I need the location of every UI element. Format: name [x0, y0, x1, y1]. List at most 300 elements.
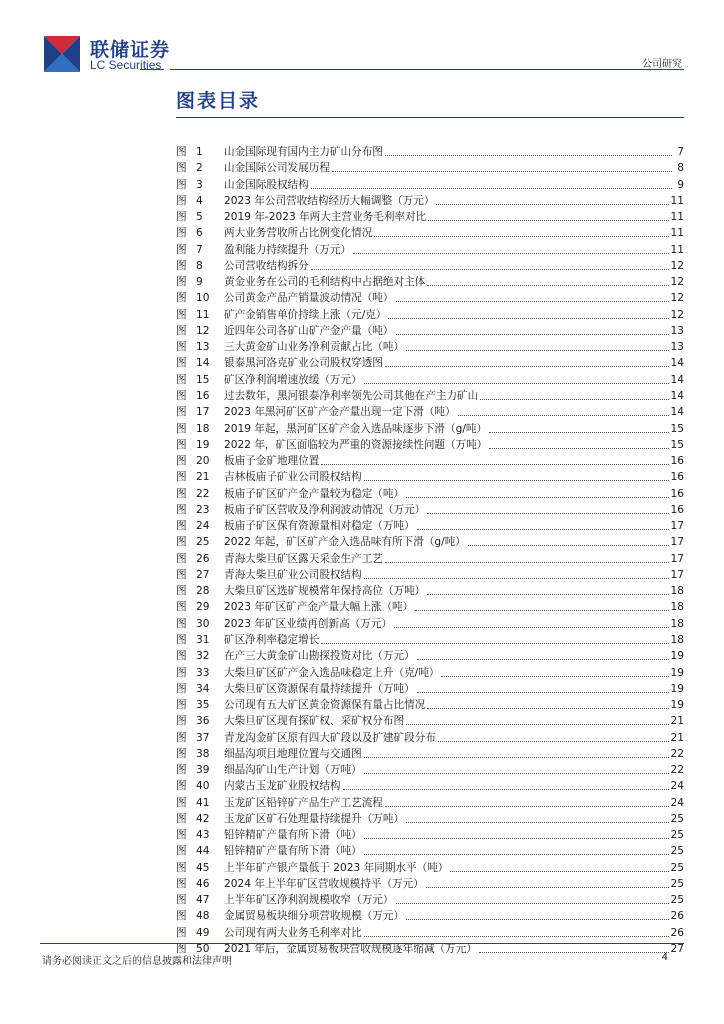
toc-entry-page: 17 — [670, 536, 684, 549]
toc-entry-title: 2023 年黑河矿区矿产金产量出现一定下滑（吨） — [224, 406, 456, 419]
toc-leader-dots — [450, 860, 668, 872]
toc-leader-dots — [406, 713, 668, 725]
toc-entry-page: 16 — [670, 503, 684, 516]
toc-leader-dots — [406, 908, 668, 920]
toc-entry[interactable] — [176, 290, 684, 306]
report-type: 公司研究 — [642, 59, 682, 70]
toc-entry-label: 图 — [176, 845, 187, 858]
toc-entry[interactable] — [176, 892, 684, 908]
toc-entry[interactable] — [176, 421, 684, 437]
toc-entry[interactable] — [176, 242, 684, 258]
toc-entry[interactable] — [176, 177, 684, 193]
toc-entry-page: 24 — [670, 780, 684, 793]
toc-entry-page: 19 — [670, 682, 684, 695]
toc-entry-title: 黄金业务在公司的毛利结构中占据绝对主体 — [224, 276, 426, 289]
toc-entry-label: 图 — [176, 292, 187, 305]
toc-entry-page: 22 — [670, 764, 684, 777]
toc-entry-number: 46 — [196, 877, 210, 890]
toc-entry[interactable] — [176, 486, 684, 502]
toc-entry-page: 24 — [670, 796, 684, 809]
toc-entry-number: 49 — [196, 926, 210, 939]
toc-entry-title: 山金国际公司发展历程 — [224, 162, 330, 175]
toc-entry-title: 青海大柴旦矿业公司股权结构 — [224, 568, 362, 581]
toc-leader-dots — [321, 453, 668, 465]
toc-leader-dots — [343, 778, 669, 790]
toc-leader-dots — [406, 486, 668, 498]
toc-entry-label: 图 — [176, 471, 187, 484]
toc-entry-title: 2022 年，矿区面临较为严重的资源接续性问题（万吨） — [224, 438, 488, 451]
toc-entry-title: 大柴旦矿区选矿规模常年保持高位（万吨） — [224, 585, 426, 598]
toc-entry-label: 图 — [176, 308, 187, 321]
toc-entry-page: 21 — [670, 731, 684, 744]
toc-entry-label: 图 — [176, 715, 187, 728]
toc-entry[interactable] — [176, 599, 684, 615]
toc-entry-title: 青海大柴旦矿区露天采金生产工艺 — [224, 552, 383, 565]
section-title: 图表目录 — [176, 90, 261, 112]
toc-entry-number: 12 — [196, 324, 210, 337]
toc-entry-label: 图 — [176, 747, 187, 760]
toc-entry-number: 7 — [196, 243, 203, 256]
toc-entry-page: 12 — [670, 308, 684, 321]
toc-entry[interactable] — [176, 876, 684, 892]
toc-entry-number: 44 — [196, 845, 210, 858]
toc-entry-label: 图 — [176, 422, 187, 435]
toc-entry-label: 图 — [176, 780, 187, 793]
toc-entry[interactable] — [176, 697, 684, 713]
toc-leader-dots — [396, 323, 669, 335]
table-of-figures — [176, 144, 684, 957]
lc-securities-logo-icon — [42, 34, 82, 74]
title-divider — [176, 117, 684, 118]
footer-disclaimer[interactable]: 请务必阅读正文之后的信息披露和法律声明 — [42, 956, 232, 967]
toc-entry-page: 7 — [677, 146, 684, 158]
toc-entry-page: 25 — [670, 845, 684, 858]
toc-entry[interactable] — [176, 925, 684, 941]
toc-entry-number: 15 — [196, 373, 210, 386]
toc-entry-page: 15 — [670, 438, 684, 451]
toc-entry-label: 图 — [176, 211, 187, 224]
toc-entry-label: 图 — [176, 585, 187, 598]
toc-entry-page: 11 — [670, 243, 684, 256]
toc-entry-page: 16 — [670, 487, 684, 500]
toc-entry-label: 图 — [176, 503, 187, 516]
toc-entry[interactable] — [176, 681, 684, 697]
toc-leader-dots — [396, 290, 669, 302]
toc-entry-label: 图 — [176, 389, 187, 402]
toc-entry-page: 27 — [670, 943, 684, 956]
toc-entry-label: 图 — [176, 617, 187, 630]
toc-entry[interactable] — [176, 339, 684, 355]
toc-leader-dots — [489, 421, 668, 433]
toc-entry-label: 图 — [176, 666, 187, 679]
toc-leader-dots — [427, 583, 668, 595]
toc-leader-dots — [385, 551, 669, 563]
toc-entry[interactable] — [176, 307, 684, 323]
toc-entry-number: 25 — [196, 536, 210, 549]
toc-entry-number: 40 — [196, 780, 210, 793]
toc-entry-title: 2023 年公司营收结构经历大幅调整（万元） — [224, 194, 435, 207]
toc-entry[interactable] — [176, 648, 684, 664]
toc-entry-title: 公司营收结构拆分 — [224, 259, 309, 272]
toc-entry-label: 图 — [176, 650, 187, 663]
toc-entry-title: 内蒙古玉龙矿业股权结构 — [224, 780, 341, 793]
toc-entry[interactable] — [176, 225, 684, 241]
toc-entry-title: 吉林板庙子矿业公司股权结构 — [224, 471, 362, 484]
toc-entry-number: 13 — [196, 341, 210, 354]
toc-entry[interactable] — [176, 144, 684, 160]
toc-entry-label: 图 — [176, 943, 187, 956]
toc-leader-dots — [385, 355, 669, 367]
toc-entry-label: 图 — [176, 227, 187, 240]
toc-leader-dots — [438, 730, 669, 742]
toc-leader-dots — [364, 827, 669, 839]
toc-entry-title: 矿产金销售单价持续上涨（元/克） — [224, 308, 387, 321]
toc-entry-number: 26 — [196, 552, 210, 565]
toc-entry[interactable] — [176, 843, 684, 859]
toc-entry[interactable] — [176, 469, 684, 485]
toc-entry-title: 盈利能力持续提升（万元） — [224, 243, 352, 256]
toc-entry-title: 过去数年，黑河银泰净利率领先公司其他在产主力矿山 — [224, 389, 479, 402]
toc-leader-dots — [364, 746, 669, 758]
toc-entry-title: 公司现有五大矿区黄金资源保有量占比情况 — [224, 699, 426, 712]
toc-entry-title: 2023 年矿区矿产金产量大幅上涨（吨） — [224, 601, 414, 614]
brand-name-cn: 联储证券 — [90, 39, 171, 61]
toc-entry-label: 图 — [176, 861, 187, 874]
toc-entry-label: 图 — [176, 455, 187, 468]
toc-entry[interactable] — [176, 258, 684, 274]
toc-entry-page: 18 — [670, 585, 684, 598]
toc-entry[interactable] — [176, 616, 684, 632]
toc-entry-label: 图 — [176, 682, 187, 695]
toc-entry-number: 45 — [196, 861, 210, 874]
toc-entry-title: 银泰黑河洛克矿业公司股权穿透图 — [224, 357, 383, 370]
toc-entry[interactable] — [176, 567, 684, 583]
toc-entry-number: 39 — [196, 764, 210, 777]
toc-leader-dots — [321, 632, 668, 644]
toc-entry-title: 矿区净利润增速放缓（万元） — [224, 373, 362, 386]
toc-entry-title: 2024 年上半年矿区营收规模持平（万元） — [224, 877, 424, 890]
footer-divider — [40, 943, 684, 944]
toc-entry[interactable] — [176, 274, 684, 290]
toc-entry-title: 细晶沟矿山生产计划（万吨） — [224, 764, 362, 777]
toc-entry-number: 5 — [196, 211, 203, 224]
toc-entry-page: 19 — [670, 650, 684, 663]
toc-leader-dots — [458, 404, 669, 416]
toc-leader-dots — [406, 339, 668, 351]
toc-entry[interactable] — [176, 746, 684, 762]
toc-leader-dots — [489, 437, 668, 449]
toc-entry-number: 33 — [196, 666, 210, 679]
toc-entry-page: 17 — [670, 568, 684, 581]
toc-entry-page: 16 — [670, 471, 684, 484]
toc-leader-dots — [406, 811, 668, 823]
toc-entry-title: 2019 年起，黑河矿区矿产金入选品味逐步下滑（g/吨） — [224, 422, 488, 435]
header-divider-short — [140, 69, 164, 70]
toc-leader-dots — [428, 209, 668, 221]
toc-entry-page: 17 — [670, 520, 684, 533]
toc-leader-dots — [364, 762, 669, 774]
toc-entry[interactable] — [176, 632, 684, 648]
toc-leader-dots — [427, 697, 668, 709]
toc-entry-label: 图 — [176, 276, 187, 289]
toc-entry-label: 图 — [176, 406, 187, 419]
toc-entry[interactable] — [176, 908, 684, 924]
toc-entry-page: 12 — [670, 276, 684, 289]
toc-entry-label: 图 — [176, 341, 187, 354]
toc-entry-number: 27 — [196, 568, 210, 581]
toc-entry-page: 14 — [670, 373, 684, 386]
toc-entry[interactable] — [176, 372, 684, 388]
toc-leader-dots — [441, 665, 668, 677]
toc-entry-label: 图 — [176, 796, 187, 809]
toc-entry-number: 36 — [196, 715, 210, 728]
toc-entry-number: 14 — [196, 357, 210, 370]
toc-entry-title: 2022 年起，矿区矿产金入选品味有所下滑（g/吨） — [224, 536, 466, 549]
toc-entry-label: 图 — [176, 194, 187, 207]
toc-entry-number: 3 — [196, 178, 203, 191]
toc-entry-label: 图 — [176, 178, 187, 191]
toc-entry-label: 图 — [176, 520, 187, 533]
toc-leader-dots — [364, 469, 669, 481]
toc-entry-page: 14 — [670, 357, 684, 370]
toc-entry-label: 图 — [176, 894, 187, 907]
toc-leader-dots — [396, 892, 669, 904]
toc-entry-page: 12 — [670, 259, 684, 272]
toc-entry-title: 公司现有两大业务毛利率对比 — [224, 926, 362, 939]
toc-entry[interactable] — [176, 209, 684, 225]
toc-entry-page: 25 — [670, 861, 684, 874]
toc-entry-label: 图 — [176, 633, 187, 646]
toc-entry-page: 25 — [670, 877, 684, 890]
toc-entry-label: 图 — [176, 357, 187, 370]
toc-entry[interactable] — [176, 534, 684, 550]
toc-entry-label: 图 — [176, 536, 187, 549]
toc-entry-number: 48 — [196, 910, 210, 923]
toc-entry-label: 图 — [176, 552, 187, 565]
toc-entry-title: 玉龙矿区铅锌矿产品生产工艺流程 — [224, 796, 383, 809]
toc-entry[interactable] — [176, 811, 684, 827]
header-divider — [170, 69, 684, 70]
toc-leader-dots — [332, 160, 672, 172]
toc-entry[interactable] — [176, 762, 684, 778]
toc-entry-page: 25 — [670, 812, 684, 825]
toc-entry-page: 11 — [670, 211, 684, 224]
toc-entry-number: 42 — [196, 812, 210, 825]
toc-entry-number: 9 — [196, 276, 203, 289]
toc-entry-title: 矿区净利率稳定增长 — [224, 633, 320, 646]
toc-entry-number: 16 — [196, 389, 210, 402]
brand-name-en: LC Securities — [90, 58, 162, 72]
toc-entry-page: 25 — [670, 894, 684, 907]
toc-leader-dots — [427, 502, 668, 514]
toc-entry[interactable] — [176, 502, 684, 518]
toc-leader-dots — [436, 193, 668, 205]
toc-entry-page: 18 — [670, 617, 684, 630]
toc-entry-number: 2 — [196, 162, 203, 175]
toc-entry-page: 14 — [670, 389, 684, 402]
toc-entry-title: 大柴旦矿区资源保有量持续提升（万吨） — [224, 682, 415, 695]
toc-entry-title: 铅锌精矿产量有所下滑（吨） — [224, 845, 362, 858]
toc-entry[interactable] — [176, 388, 684, 404]
toc-entry-label: 图 — [176, 324, 187, 337]
toc-entry-page: 21 — [670, 715, 684, 728]
toc-entry-page: 16 — [670, 455, 684, 468]
toc-leader-dots — [417, 681, 669, 693]
toc-entry[interactable] — [176, 404, 684, 420]
toc-entry[interactable] — [176, 437, 684, 453]
toc-entry-number: 6 — [196, 227, 203, 240]
toc-entry-page: 15 — [670, 422, 684, 435]
toc-entry-title: 在产三大黄金矿山勘探投资对比（万元） — [224, 650, 415, 663]
toc-entry[interactable] — [176, 453, 684, 469]
toc-entry-title: 铅锌精矿产量有所下滑（吨） — [224, 829, 362, 842]
toc-leader-dots — [427, 274, 668, 286]
toc-entry[interactable] — [176, 778, 684, 794]
toc-entry-title: 板庙子金矿地理位置 — [224, 455, 320, 468]
toc-entry-label: 图 — [176, 568, 187, 581]
toc-entry-title: 大柴旦矿区现有探矿权、采矿权分布图 — [224, 715, 405, 728]
toc-entry-number: 23 — [196, 503, 210, 516]
toc-entry-title: 玉龙矿区矿石处理量持续提升（万吨） — [224, 812, 405, 825]
toc-entry-title: 公司黄金产品产销量波动情况（吨） — [224, 292, 394, 305]
toc-entry-page: 11 — [670, 194, 684, 207]
toc-entry-title: 近四年公司各矿山矿产金产量（吨） — [224, 324, 394, 337]
toc-entry[interactable] — [176, 551, 684, 567]
toc-entry[interactable] — [176, 355, 684, 371]
toc-entry-title: 板庙子矿区矿产金产量较为稳定（吨） — [224, 487, 405, 500]
toc-entry-page: 13 — [670, 324, 684, 337]
toc-entry-number: 4 — [196, 194, 203, 207]
toc-entry-number: 28 — [196, 585, 210, 598]
toc-leader-dots — [480, 388, 668, 400]
toc-leader-dots — [394, 616, 668, 628]
toc-entry-number: 18 — [196, 422, 210, 435]
toc-entry-label: 图 — [176, 731, 187, 744]
toc-entry-number: 35 — [196, 699, 210, 712]
toc-entry-number: 38 — [196, 747, 210, 760]
toc-entry-label: 图 — [176, 764, 187, 777]
toc-leader-dots — [374, 225, 668, 237]
toc-entry-label: 图 — [176, 829, 187, 842]
toc-entry-label: 图 — [176, 877, 187, 890]
toc-entry-number: 10 — [196, 292, 210, 305]
toc-entry[interactable] — [176, 730, 684, 746]
toc-entry-number: 31 — [196, 633, 210, 646]
toc-leader-dots — [417, 648, 669, 660]
toc-leader-dots — [364, 843, 669, 855]
toc-entry[interactable] — [176, 713, 684, 729]
toc-leader-dots — [385, 144, 672, 156]
toc-entry-title: 2021 年后，金属贸易板块营收规模逐年缩减（万元） — [224, 943, 477, 956]
toc-entry-title: 板庙子矿区营收及净利润波动情况（万元） — [224, 503, 426, 516]
toc-entry-title: 板庙子矿区保有资源量相对稳定（万吨） — [224, 520, 415, 533]
toc-entry-page: 19 — [670, 699, 684, 712]
toc-entry-title: 三大黄金矿山业务净利贡献占比（吨） — [224, 341, 405, 354]
toc-entry-title: 细晶沟项目地理位置与交通图 — [224, 747, 362, 760]
toc-entry-number: 43 — [196, 829, 210, 842]
toc-leader-dots — [426, 876, 669, 888]
toc-entry-label: 图 — [176, 373, 187, 386]
toc-entry-number: 1 — [196, 146, 203, 158]
toc-entry-number: 32 — [196, 650, 210, 663]
toc-entry-page: 25 — [670, 829, 684, 842]
page-header — [0, 0, 724, 80]
toc-entry-label: 图 — [176, 438, 187, 451]
toc-entry-number: 20 — [196, 455, 210, 468]
toc-entry-number: 30 — [196, 617, 210, 630]
toc-entry[interactable] — [176, 323, 684, 339]
toc-entry-page: 14 — [670, 406, 684, 419]
toc-entry-number: 37 — [196, 731, 210, 744]
toc-entry-label: 图 — [176, 146, 187, 158]
toc-entry-number: 21 — [196, 471, 210, 484]
toc-entry-number: 34 — [196, 682, 210, 695]
toc-entry[interactable] — [176, 665, 684, 681]
toc-entry-title: 大柴旦矿区矿产金入选品味稳定上升（克/吨） — [224, 666, 440, 679]
toc-entry-page: 18 — [670, 633, 684, 646]
toc-entry-number: 22 — [196, 487, 210, 500]
toc-leader-dots — [364, 372, 669, 384]
toc-entry-page: 18 — [670, 601, 684, 614]
toc-entry[interactable] — [176, 860, 684, 876]
toc-entry-label: 图 — [176, 926, 187, 939]
toc-entry-title: 山金国际股权结构 — [224, 178, 309, 191]
toc-entry[interactable] — [176, 518, 684, 534]
toc-entry-title: 山金国际现有国内主力矿山分布图 — [224, 146, 383, 158]
toc-entry-label: 图 — [176, 259, 187, 272]
toc-entry-label: 图 — [176, 910, 187, 923]
toc-leader-dots — [364, 925, 669, 937]
toc-entry-page: 26 — [670, 926, 684, 939]
toc-entry-number: 17 — [196, 406, 210, 419]
toc-entry-title: 2019 年-2023 年两大主营业务毛利率对比 — [224, 211, 427, 224]
toc-entry-title: 金属贸易板块细分项营收规模（万元） — [224, 910, 405, 923]
toc-entry-title: 上半年矿区净利润规模收窄（万元） — [224, 894, 394, 907]
toc-entry-page: 11 — [670, 227, 684, 240]
toc-entry-number: 8 — [196, 259, 203, 272]
toc-leader-dots — [415, 599, 668, 611]
toc-entry[interactable] — [176, 160, 684, 176]
toc-entry-label: 图 — [176, 487, 187, 500]
toc-entry-page: 26 — [670, 910, 684, 923]
toc-entry-page: 22 — [670, 747, 684, 760]
toc-entry[interactable] — [176, 795, 684, 811]
toc-entry-page: 13 — [670, 341, 684, 354]
toc-entry-number: 41 — [196, 796, 210, 809]
toc-entry-page: 8 — [677, 162, 684, 175]
toc-entry-label: 图 — [176, 601, 187, 614]
toc-entry-label: 图 — [176, 243, 187, 256]
toc-entry[interactable] — [176, 583, 684, 599]
toc-leader-dots — [385, 795, 669, 807]
toc-entry-number: 29 — [196, 601, 210, 614]
toc-entry-label: 图 — [176, 812, 187, 825]
footer-page-number: 4 — [661, 952, 668, 963]
toc-entry[interactable] — [176, 827, 684, 843]
toc-entry-page: 9 — [677, 178, 684, 191]
toc-entry-page: 17 — [670, 552, 684, 565]
toc-leader-dots — [364, 567, 669, 579]
toc-entry-page: 19 — [670, 666, 684, 679]
toc-entry-label: 图 — [176, 162, 187, 175]
toc-entry-page: 12 — [670, 292, 684, 305]
toc-leader-dots — [388, 307, 668, 319]
toc-entry-number: 11 — [196, 308, 210, 321]
toc-entry[interactable] — [176, 193, 684, 209]
toc-entry-title: 上半年矿产银产量低于 2023 年同期水平（吨） — [224, 861, 449, 874]
toc-entry-title: 2023 年矿区业绩再创新高（万元） — [224, 617, 393, 630]
toc-leader-dots — [311, 258, 669, 270]
